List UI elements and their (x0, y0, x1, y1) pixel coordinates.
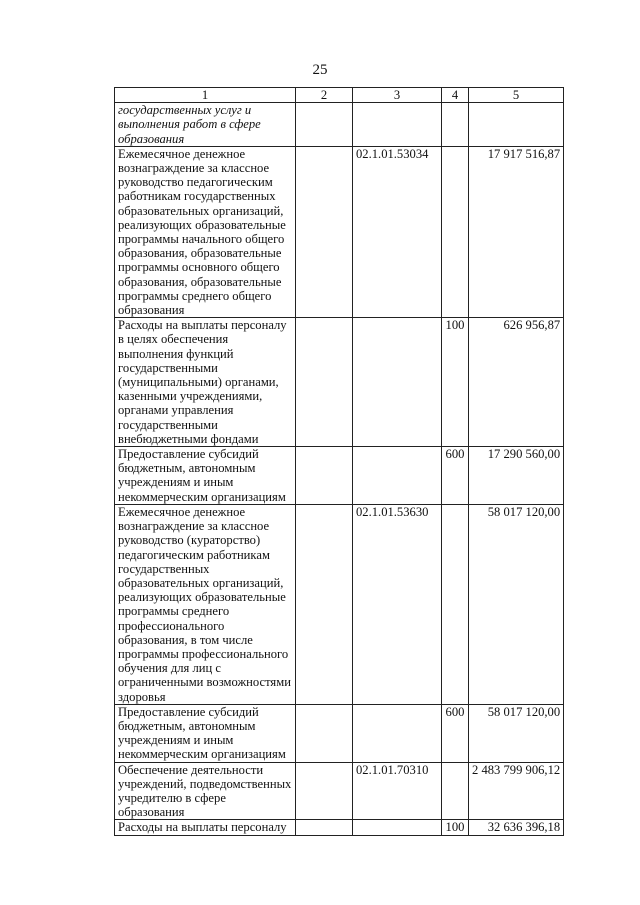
row-kvr-cell: 100 (442, 318, 469, 447)
row-kvr-cell (442, 103, 469, 147)
row-amount-cell: 58 017 120,00 (469, 704, 564, 762)
table-row (115, 318, 564, 447)
row-kvr-cell: 600 (442, 704, 469, 762)
row-kvr-cell (442, 504, 469, 704)
header-col-5: 5 (469, 88, 564, 103)
row-code-cell: 02.1.01.53630 (353, 504, 442, 704)
row-col2-cell (296, 504, 353, 704)
row-code-cell (353, 447, 442, 505)
row-kvr-cell: 600 (442, 447, 469, 505)
page-number: 25 (312, 62, 328, 78)
header-col-4: 4 (442, 88, 469, 103)
row-col2-cell (296, 820, 353, 835)
header-col-3: 3 (353, 88, 442, 103)
row-kvr-cell (442, 762, 469, 820)
row-name-cell: Предоставление субсидий бюджетным, автономным учреждениям и иным некоммерческим организациям (115, 447, 296, 505)
row-kvr-cell (442, 146, 469, 317)
table-row (115, 504, 564, 704)
row-amount-cell: 32 636 396,18 (469, 820, 564, 835)
row-amount-cell (469, 103, 564, 147)
row-amount-cell: 17 917 516,87 (469, 146, 564, 317)
row-col2-cell (296, 762, 353, 820)
row-code-cell (353, 704, 442, 762)
row-name-cell: Предоставление субсидий бюджетным, автономным учреждениям и иным некоммерческим организациям (115, 704, 296, 762)
header-col-1: 1 (115, 88, 296, 103)
row-code-cell (353, 318, 442, 447)
row-amount-cell: 2 483 799 906,12 (469, 762, 564, 820)
header-col-2: 2 (296, 88, 353, 103)
row-name-cell: Обеспечение деятельности учреждений, подведомственных учредителю в сфере образования (115, 762, 296, 820)
row-col2-cell (296, 447, 353, 505)
row-code-cell (353, 103, 442, 147)
table-row (115, 447, 564, 505)
row-col2-cell (296, 103, 353, 147)
row-name-cell: Ежемесячное денежное вознаграждение за классное руководство (кураторство) педагогическим работникам государственных образовательных организаций, реализующих образовательные программы среднего профессионального образования, в том числе программы профессионального обучения для лиц с ограниченными возможностями здоровья (115, 504, 296, 704)
header-row (115, 88, 564, 103)
budget-table (114, 87, 564, 836)
row-col2-cell (296, 704, 353, 762)
row-code-cell: 02.1.01.53034 (353, 146, 442, 317)
table-row (115, 146, 564, 317)
row-code-cell (353, 820, 442, 835)
row-name-cell: Ежемесячное денежное вознаграждение за классное руководство педагогическим работникам государственных образовательных организаций, реализующих образовательные программы начального общего образования, образовательные программы основного общего образования, образовательные программы среднего общего образования (115, 146, 296, 317)
row-name-cell: Расходы на выплаты персоналу в целях обеспечения выполнения функций государственными (муниципальными) органами, казенными учреждениями, органами управления государственными внебюджетными фондами (115, 318, 296, 447)
row-amount-cell: 58 017 120,00 (469, 504, 564, 704)
row-col2-cell (296, 318, 353, 447)
row-code-cell: 02.1.01.70310 (353, 762, 442, 820)
row-name-cell: Расходы на выплаты персоналу (115, 820, 296, 835)
table-row (115, 704, 564, 762)
table-row (115, 103, 564, 147)
row-amount-cell: 17 290 560,00 (469, 447, 564, 505)
row-col2-cell (296, 146, 353, 317)
row-name-cell: государственных услуг и выполнения работ в сфере образования (115, 103, 296, 147)
table-row (115, 762, 564, 820)
table-row (115, 820, 564, 835)
row-kvr-cell: 100 (442, 820, 469, 835)
row-amount-cell: 626 956,87 (469, 318, 564, 447)
